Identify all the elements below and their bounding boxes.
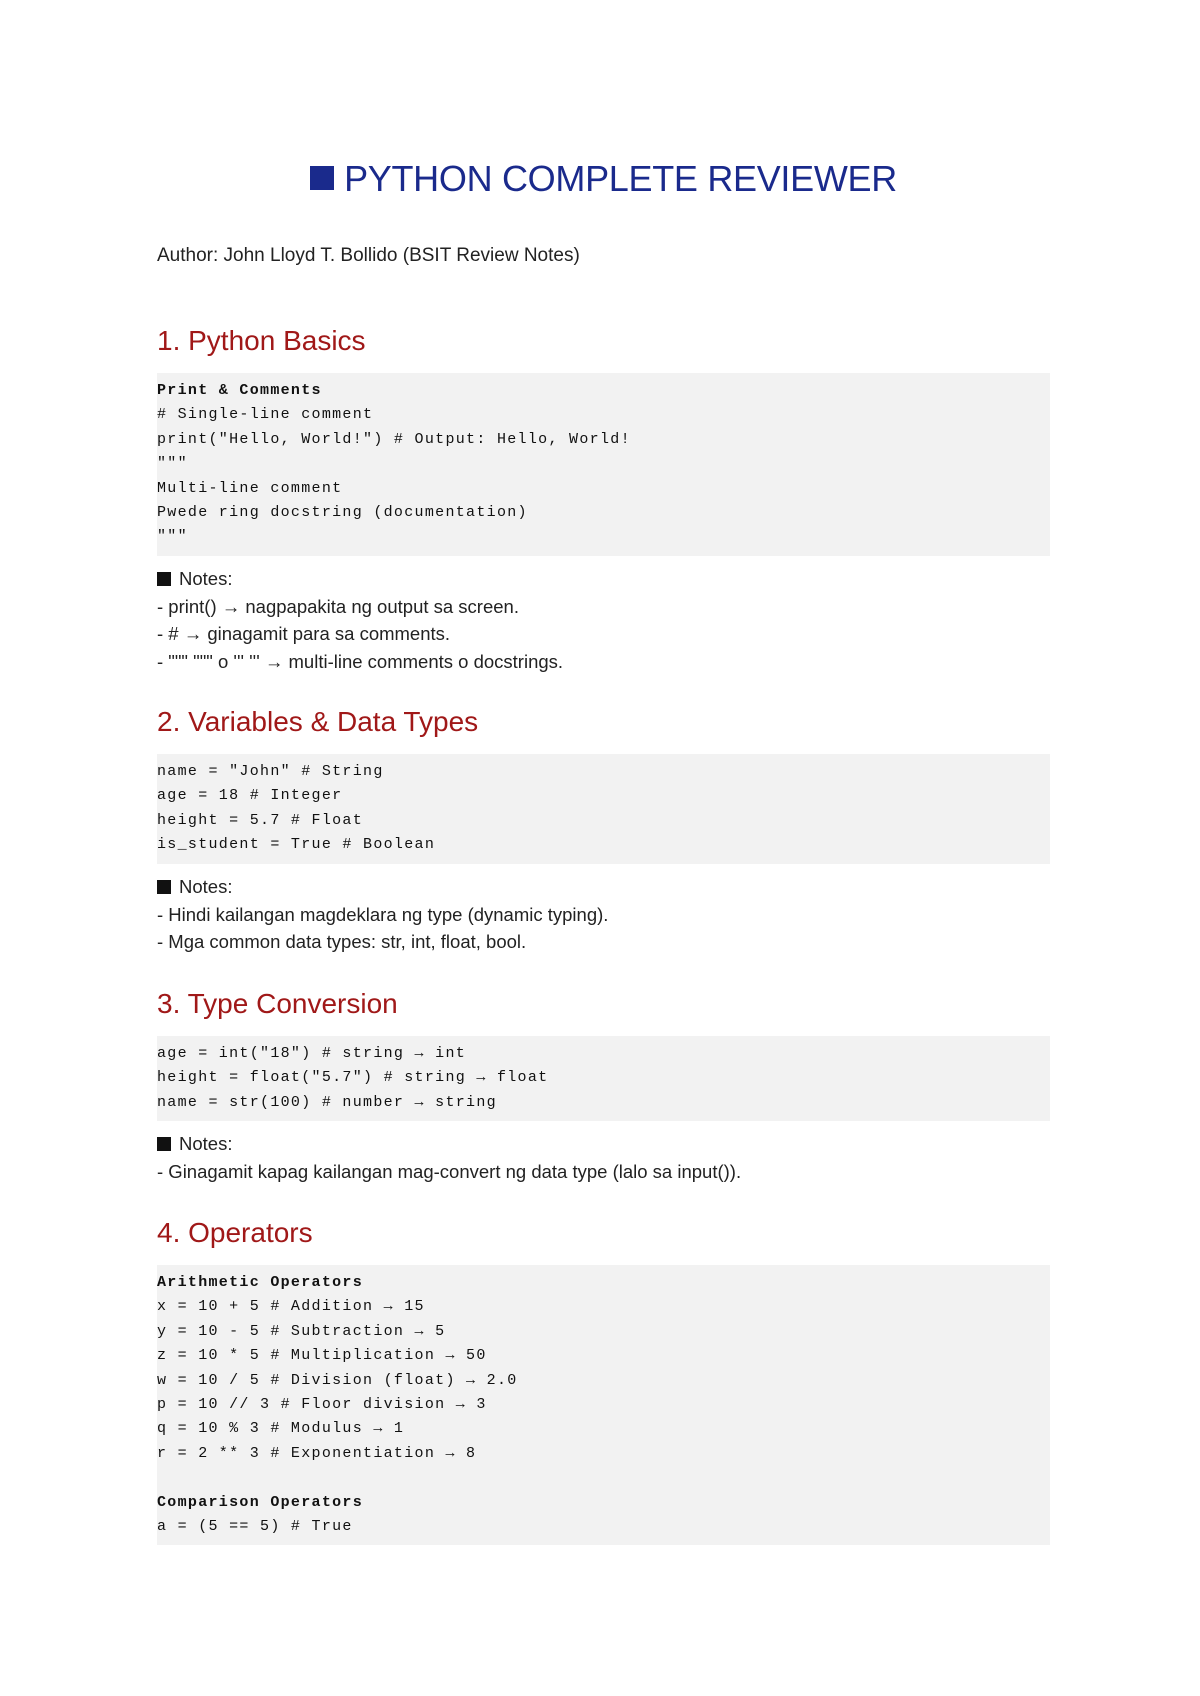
code-block: [157, 1265, 1050, 1545]
code-line: print("Hello, World!") # Output: Hello, World!: [157, 430, 631, 448]
code-line: q = 10 % 3 # Modulus → 1: [157, 1420, 405, 1438]
code-line: # Single-line comment: [157, 406, 374, 424]
section-variables-data-types: [157, 704, 1050, 956]
section-heading: 1. Python Basics: [157, 325, 366, 356]
code-line: is_student = True # Boolean: [157, 836, 436, 854]
note-item: - Ginagamit kapag kailangan mag-convert ng data type (lalo sa input()).: [157, 1161, 742, 1183]
note-item: - Hindi kailangan magdeklara ng type (dynamic typing).: [157, 903, 609, 925]
document-title-text: PYTHON COMPLETE REVIEWER: [344, 158, 897, 199]
code-block: [157, 1036, 1050, 1121]
code-line: height = 5.7 # Float: [157, 811, 364, 829]
code-block: [157, 373, 1050, 556]
code-line: name = str(100) # number → string: [157, 1093, 497, 1111]
notes-label-text: Notes:: [179, 875, 233, 897]
code-line: """: [157, 528, 188, 546]
code-line: w = 10 / 5 # Division (float) → 2.0: [157, 1371, 518, 1389]
square-bullet-icon: [157, 1137, 171, 1151]
code-line: r = 2 ** 3 # Exponentiation → 8: [157, 1444, 477, 1462]
section-python-basics: [157, 323, 1050, 675]
code-line: """: [157, 455, 188, 473]
code-subheading: Arithmetic Operators: [157, 1274, 364, 1291]
square-bullet-icon: [310, 166, 334, 190]
author-line: Author: John Lloyd T. Bollido (BSIT Review Notes): [157, 245, 580, 266]
code-line: height = float("5.7") # string → float: [157, 1069, 549, 1087]
section-heading: 3. Type Conversion: [157, 988, 398, 1019]
code-line: p = 10 // 3 # Floor division → 3: [157, 1395, 487, 1413]
notes-label-text: Notes:: [179, 1133, 233, 1155]
code-line: x = 10 + 5 # Addition → 15: [157, 1298, 425, 1316]
notes-block: [157, 565, 1050, 676]
code-line: age = 18 # Integer: [157, 787, 343, 805]
square-bullet-icon: [157, 572, 171, 586]
section-operators: [157, 1215, 1050, 1545]
code-line: y = 10 - 5 # Subtraction → 5: [157, 1322, 446, 1340]
note-item: - """ """ o ''' ''' → multi-line comments o docstrings.: [157, 650, 564, 672]
code-line: age = int("18") # string → int: [157, 1045, 467, 1062]
code-line: name = "John" # String: [157, 763, 384, 780]
note-item: - # → ginagamit para sa comments.: [157, 623, 451, 645]
code-blank-line: [157, 1466, 1050, 1490]
section-heading: 4. Operators: [157, 1217, 313, 1248]
section-type-conversion: [157, 986, 1050, 1186]
notes-label: [157, 1130, 1050, 1158]
code-line: z = 10 * 5 # Multiplication → 50: [157, 1347, 487, 1365]
section-heading: 2. Variables & Data Types: [157, 706, 479, 737]
square-bullet-icon: [157, 880, 171, 894]
code-line: Multi-line comment: [157, 479, 343, 497]
code-subheading: Comparison Operators: [157, 1493, 364, 1511]
code-line: a = (5 == 5) # True: [157, 1517, 353, 1535]
code-block: [157, 754, 1050, 864]
notes-label: [157, 565, 1050, 593]
code-line: Pwede ring docstring (documentation): [157, 503, 528, 521]
note-item: - Mga common data types: str, int, float, bool.: [157, 931, 527, 953]
notes-label: [157, 873, 1050, 901]
code-subheading: Print & Comments: [157, 382, 322, 399]
document-title: [157, 158, 1050, 200]
notes-block: [157, 1130, 1050, 1186]
notes-block: [157, 873, 1050, 956]
note-item: - print() → nagpapakita ng output sa screen.: [157, 595, 519, 617]
notes-label-text: Notes:: [179, 567, 233, 589]
